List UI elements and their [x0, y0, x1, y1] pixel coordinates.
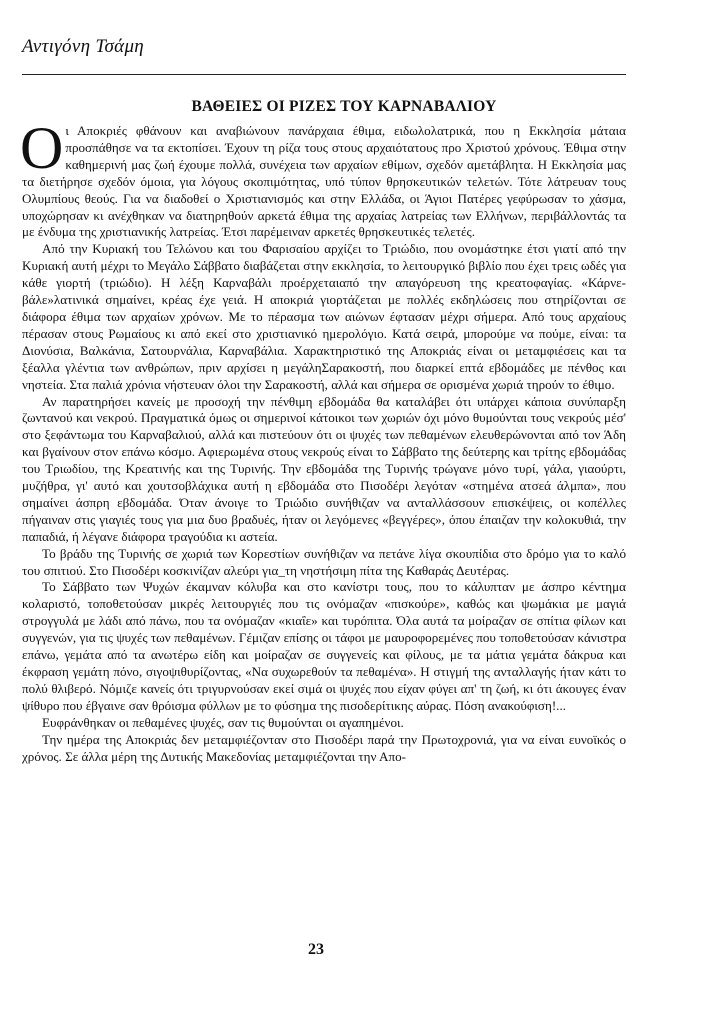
article-title: ΒΑΘΕΙΕΣ ΟΙ ΡΙΖΕΣ ΤΟΥ ΚΑΡΝΑΒΑΛΙΟΥ [191, 98, 497, 115]
paragraph-4: Το βράδυ της Τυρινής σε χωριά των Κορεστίων συνήθιζαν να πετάνε λίγα σκουπίδια στο δρόμο για το καλό του σπιτιού. Στο Πισοδέρι κοσκινίζαν αλεύρι για_τη νηστήσιμη πίτα της Καθαράς Δευτέρας. [22, 545, 626, 578]
drop-cap: Ο [20, 115, 64, 181]
paragraph-3: Αν παρατηρήσει κανείς με προσοχή την πένθιμη εβδομάδα θα καταλάβει ότι υπάρχει κάποια συνύπαρξη ζωντανού και νεκρού. Πραγματικά όμως οι σημερινοί κάτοικοι των χωριών όχι μόνο θυμούνται τους νεκρούς μέσ' στο ξεφάντωμα του Καρναβαλιού, αλλά και πιστεύουν ότι οι ψυχές των πεθαμένων ελευθερώνονται από τον Άδη και βγαίνουν στον επάνω κόσμο. Αφιερωμένα στους νεκρούς είναι το Σάββατο της δεύτερης και τρίτης εβδομάδας του Τριωδίου, της Κρεατινής και της Τυρινής. Την εβδομάδα της Τυρινής τρώγανε μόνο τυρί, γάλα, γιαούρτι, μυζήθρα, γι' αυτό και χουτσοβλάχικα αυτή η εβδομάδα στο Πισοδέρι λεγόταν «στημένα ατσεά άλμπα», που σημαίνει άσπρη εβδομάδα. Όταν άνοιγε το Τριώδιο συνήθιζαν να ανταλλάσσουν επισκέψεις, οι κοπέλλες πήγαιναν στις γιαγιές τους για μια δυο βραδυές, ήταν οι λεγόμενες «βεγγέρες», όπου έπαιζαν την κολοκυθιά, την παπαδιά, ή λέγανε διάφορα τραγούδια κι αστεία. [22, 393, 626, 544]
paragraph-1 [20, 115, 626, 241]
article [22, 98, 626, 765]
page-number: 23 [308, 941, 324, 958]
paragraph-7: Την ημέρα της Αποκριάς δεν μεταμφιέζονταν στο Πισοδέρι παρά την Πρωτοχρονιά, για να είναι ευνοϊκός ο χρόνος. Σε άλλα μέρη της Δυτικής Μακεδονίας μεταμφιέζονται την Απο- [22, 731, 626, 764]
paragraph-5: Το Σάββατο των Ψυχών έκαμναν κόλυβα και στο κανίστρι τους, που το κάλυπταν με άσπρο κέντημα κολαριστό, τοποθετούσαν μικρές λειτουργιές που τις ονόμαζαν «πισκούρε», καθώς και ψωμάκια με μαγιά στρογγυλά με λάδι από πάνω, που τα ονόμαζαν «κιαΐε» και τυρόπιτα. Όλα αυτά τα μοίραζαν σε σπίτια φίλων και συγγενών, για τις ψυχές των πεθαμένων. Γέμιζαν επίσης οι τάφοι με μαυροφορεμένες που τοποθετούσαν κάνιστρα επάνω, γεμάτα από τα ανωτέρω είδη και μοίραζαν σε συγγενείς και φίλους, με τα μάτια γεμάτα δάκρυα και έκφραση γεμάτη πόνο, σιγοψιθυρίζοντας, «Να συχωρεθούν τα πεθαμένα». Η στιγμή της ανταλλαγής ήταν κάτι το πολύ θλιβερό. Νόμιζε κανείς ότι τριγυρνούσαν εκεί σιμά οι ψυχές που είχαν φύγει απ' τη ζωή, κι ότι άκουγες έναν ψίθυρο που έβγαινε σαν θρόισμα φύλλων με το φύσημα της πισοδερίτικης αύρας. Πόση ανακούφιση!... [22, 579, 626, 713]
header-rule [22, 74, 626, 75]
author-name: Αντιγόνη Τσάμη [22, 36, 145, 57]
paragraph-6: Ευφράνθηκαν οι πεθαμένες ψυχές, σαν τις θυμούνται οι αγαπημένοι. [42, 714, 404, 730]
paragraph-2: Από την Κυριακή του Τελώνου και του Φαρισαίου αρχίζει το Τριώδιο, που ονομάστηκε έτσι γιατί από την Κυριακή αυτή μέχρι το Μεγάλο Σάββατο διαβάζεται στην εκκλησία, το λειτουργικό βιβλίο που έχει τρεις ωδές για κάθε γιορτή (τριώδιο). Η λέξη Καρναβάλι προέρχεταιαπό την απαγόρευση της κρεατοφαγίας. «Κάρνε-βάλε»λατινικά σημαίνει, κρέας έχε γειά. Η αποκριά γιορτάζεται με πολλές εκδηλώσεις που στηρίζονται σε διάφορα έθιμα των αρχαίων χρόνων. Με το πέρασμα των αιώνων έφτασαν μέχρι σήμερα. Από τους αρχαίους πέρασαν στους Ρωμαίους κι από εκεί στο χριστιανικό ημερολόγιο. Κατά σειρά, μπορούμε να πούμε, είναι: τα Διονύσια, Βαλκάνια, Σατουρνάλια, Καρναβάλια. Χαρακτηριστικό της Αποκριάς είναι οι μεταμφιέσεις και τα ξέαλλα γλέντια των ανθρώπων, πριν αρχίσει η μεγάληΣαρακοστή, που διαρκεί επτά εβδομάδες με πένθος και νηστεία. Στα παλιά χρόνια νήστευαν όλοι την Σαρακοστή, αλλά και σήμερα σε ορισμένα χωριά τηρούν το έθιμο. [22, 241, 626, 392]
paragraph-1-text: ι Αποκριές φθάνουν και αναβιώνουν πανάρχαια έθιμα, ειδωλολατρικά, που η Εκκλησία μάταια προσπάθησε να τα εκτοπίσει. Έχουν τη ρίζα τους στους αρχαιότατους προ Χριστού χρόνους. Έθιμα στην καθημερινή μας ζωή έχουμε πολλά, συνέχεια των αρχαίων εθίμων, σχεδόν αμετάβλητα. Η Εκκλησία μας τα διετήρησε σχεδόν όμοια, για λόγους σκοπιμότητας, υπό τύπον θρησκευτικών τελετών. Τότε λάτρευαν τους Ολυμπίους θεούς. Για να διαδοθεί ο Χριστιανισμός και στην Ελλάδα, οι Άγιοι Πατέρες γεφύρωσαν το χάσμα, υποχώρησαν κι ανέχθηκαν να διατηρηθούν αρκετά έθιμα της αρχαίας λατρείας των Ελλήνων, περιβάλλοντάς τα με ένδυμα της χριστιανικής λατρείας. Έτσι παρέμειναν αρκετές θρησκευτικές τελετές. [22, 123, 626, 240]
